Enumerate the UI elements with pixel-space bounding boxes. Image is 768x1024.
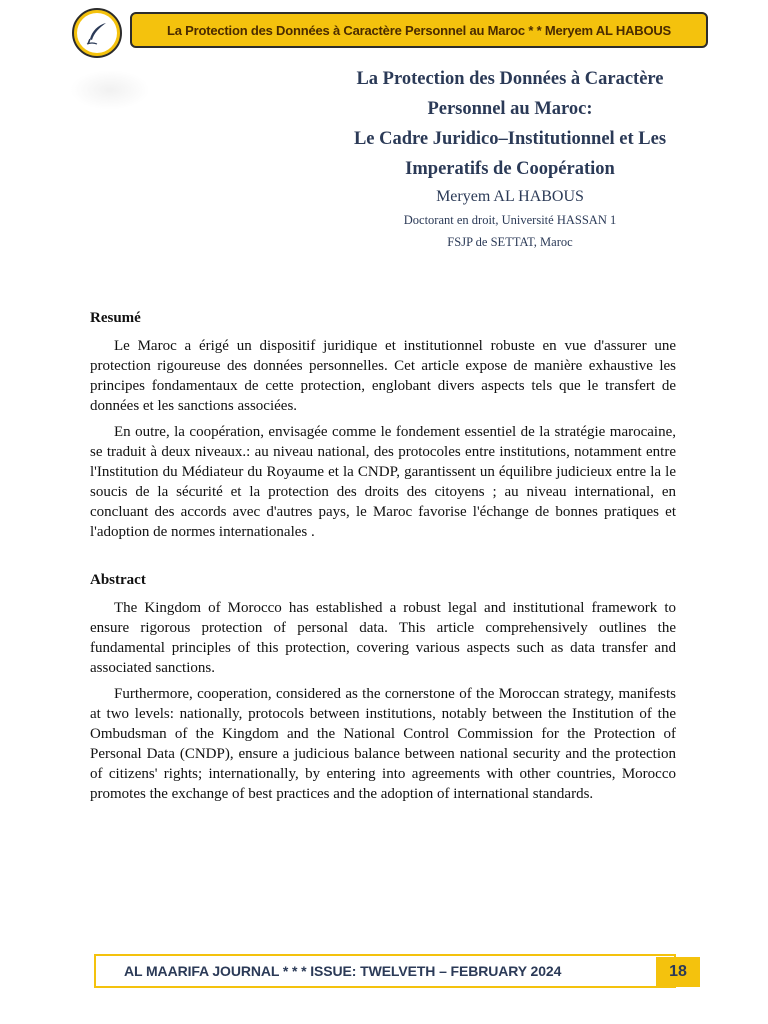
abstract-paragraph-2: Furthermore, cooperation, considered as the cornerstone of the Moroccan strategy, manifests at two levels: nationally, protocols between institutions, notably between the Institution of the Ombudsman of the Kingdom and the National Control Commission for the Protection of Personal Data (CNDP), ensure a judicious balance between national security and the protection of citizens' rights; internationally, by entering into agreements with other countries, Morocco promotes the exchange of best practices and the adoption of international standards. [90, 686, 676, 802]
resume-heading: Resumé [90, 310, 141, 326]
author-affiliation-2: FSJP de SETTAT, Maroc [447, 235, 573, 249]
author-affiliation-1: Doctorant en droit, Université HASSAN 1 [403, 213, 617, 227]
article-title-block [320, 64, 700, 253]
title-line-1: La Protection des Données à Caractère [356, 69, 664, 89]
resume-paragraph-1: Le Maroc a érigé un dispositif juridique et institutionnel robuste en vue d'assurer une protection rigoureuse des données personnelles. Cet article expose de manière exhaustive les principes fondamentaux de cette protection, englobant divers aspects tels que le transfert de données et les sanctions associées. [90, 338, 676, 414]
abstract-heading: Abstract [90, 572, 146, 588]
abstract-paragraph-1: The Kingdom of Morocco has established a robust legal and institutional framework to ensure rigorous protection of personal data. This article comprehensively outlines the fundamental principles of this protection, covering various aspects such as data transfer and associated sanctions. [90, 600, 676, 676]
quill-pen-icon [84, 20, 110, 46]
article-body [90, 308, 676, 810]
resume-paragraph-2: En outre, la coopération, envisagée comme le fondement essentiel de la stratégie marocaine, se traduit à deux niveaux.: au niveau national, des protocoles entre institutions, notamment entre l'Institution du Médiateur du Royaume et la CNDP, garantissent un équilibre judicieux entre la le soucis de la sécurité et la protection des droits des citoyens ; au niveau international, en concluant des accords avec d'autres pays, le Maroc favorise l'échange de bonnes pratiques et l'adoption de normes internationales . [90, 424, 676, 540]
title-line-3: Le Cadre Juridico–Institutionnel et Les [353, 129, 667, 149]
journal-footer: AL MAARIFA JOURNAL * * * ISSUE: TWELVETH – FEBRUARY 2024 [94, 954, 676, 988]
faint-watermark [70, 70, 150, 110]
running-header: La Protection des Données à Caractère Personnel au Maroc * * Meryem AL HABOUS [130, 12, 708, 48]
author-name: Meryem AL HABOUS [436, 188, 584, 205]
page-number: 18 [656, 957, 700, 987]
title-line-4: Imperatifs de Coopération [405, 159, 615, 179]
title-line-2: Personnel au Maroc: [427, 99, 593, 119]
journal-logo [72, 8, 122, 58]
